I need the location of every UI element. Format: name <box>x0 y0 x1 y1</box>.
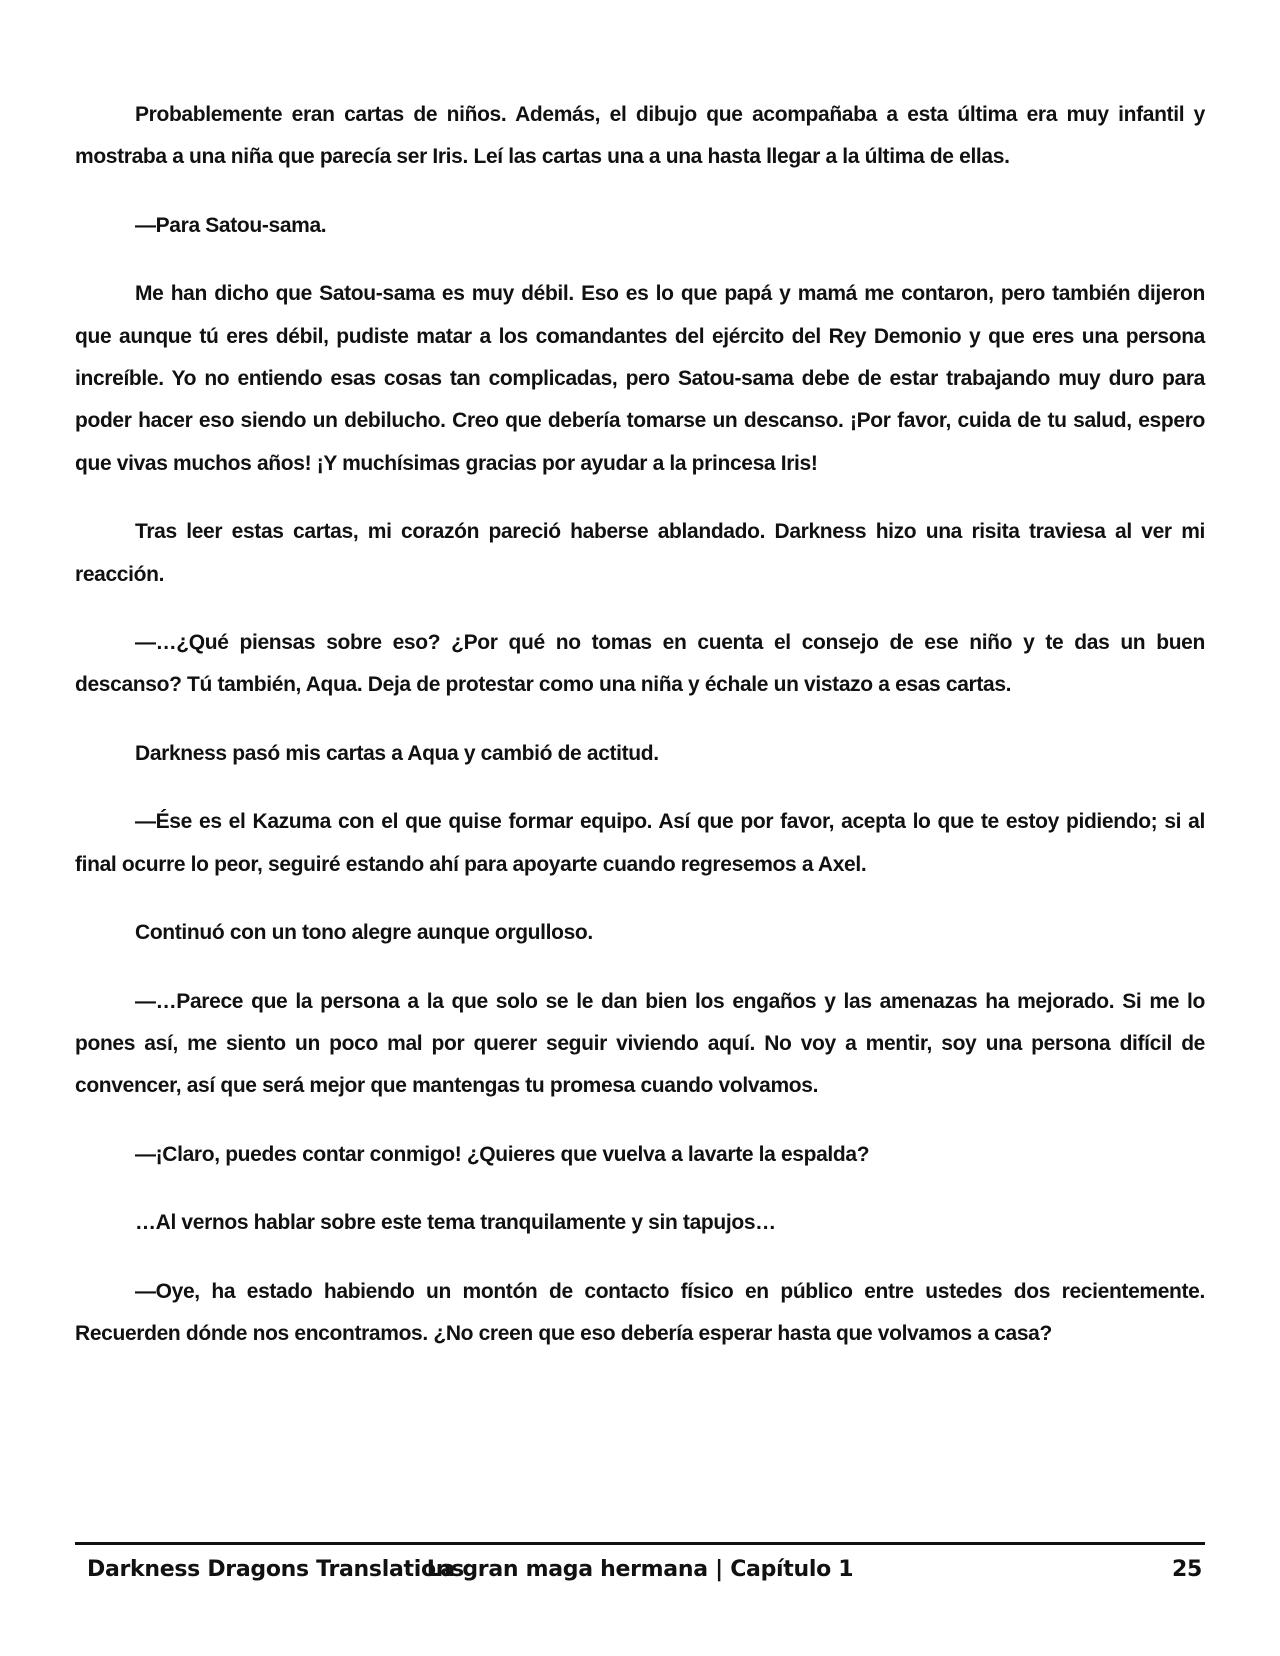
paragraph: —Ése es el Kazuma con el que quise formar equipo. Así que por favor, acepta lo que te estoy pidiendo; si al final ocurre lo peor, seguiré estando ahí para apoyarte cuando regresemos a Axel. <box>75 810 1205 876</box>
page-number: 25 <box>1171 1557 1202 1582</box>
footer-divider <box>75 1542 1205 1545</box>
paragraph: Continuó con un tono alegre aunque orgulloso. <box>135 921 593 945</box>
footer-group-name: Darkness Dragons Translations <box>87 1557 464 1582</box>
paragraph: …Al vernos hablar sobre este tema tranquilamente y sin tapujos… <box>135 1211 776 1235</box>
paragraph: —¡Claro, puedes contar conmigo! ¿Quieres que vuelva a lavarte la espalda? <box>135 1142 870 1166</box>
footer-book-chapter: La gran maga hermana | Capítulo 1 <box>426 1557 854 1582</box>
paragraph: Probablemente eran cartas de niños. Además, el dibujo que acompañaba a esta última era muy infantil y mostraba a una niña que parecía ser Iris. Leí las cartas una a una hasta llegar a la última de ellas. <box>75 103 1205 169</box>
page-body <box>75 94 1205 1381</box>
page-footer <box>75 1552 1205 1588</box>
paragraph: —…¿Qué piensas sobre eso? ¿Por qué no tomas en cuenta el consejo de ese niño y te das un buen descanso? Tú también, Aqua. Deja de protestar como una niña y échale un vistazo a esas cartas. <box>75 631 1205 697</box>
paragraph: —Oye, ha estado habiendo un montón de contacto físico en público entre ustedes dos recientemente. Recuerden dónde nos encontramos. ¿No creen que eso debería esperar hasta que volvamos a casa? <box>75 1279 1205 1345</box>
paragraph: Me han dicho que Satou-sama es muy débil. Eso es lo que papá y mamá me contaron, pero también dijeron que aunque tú eres débil, pudiste matar a los comandantes del ejército del Rey Demonio y que eres una persona increíble. Yo no entiendo esas cosas tan complicadas, pero Satou-sama debe de estar trabajando muy duro para poder hacer eso siendo un debilucho. Creo que debería tomarse un descanso. ¡Por favor, cuida de tu salud, espero que vivas muchos años! ¡Y muchísimas gracias por ayudar a la princesa Iris! <box>75 282 1205 475</box>
paragraph: —Para Satou-sama. <box>135 213 327 237</box>
paragraph: Darkness pasó mis cartas a Aqua y cambió de actitud. <box>135 741 659 765</box>
paragraph: —…Parece que la persona a la que solo se le dan bien los engaños y las amenazas ha mejorado. Si me lo pones así, me siento un poco mal por querer seguir viviendo aquí. No voy a mentir, soy una persona difícil de convencer, así que será mejor que mantengas tu promesa cuando volvamos. <box>75 989 1205 1098</box>
paragraph: Tras leer estas cartas, mi corazón pareció haberse ablandado. Darkness hizo una risita traviesa al ver mi reacción. <box>75 520 1205 586</box>
